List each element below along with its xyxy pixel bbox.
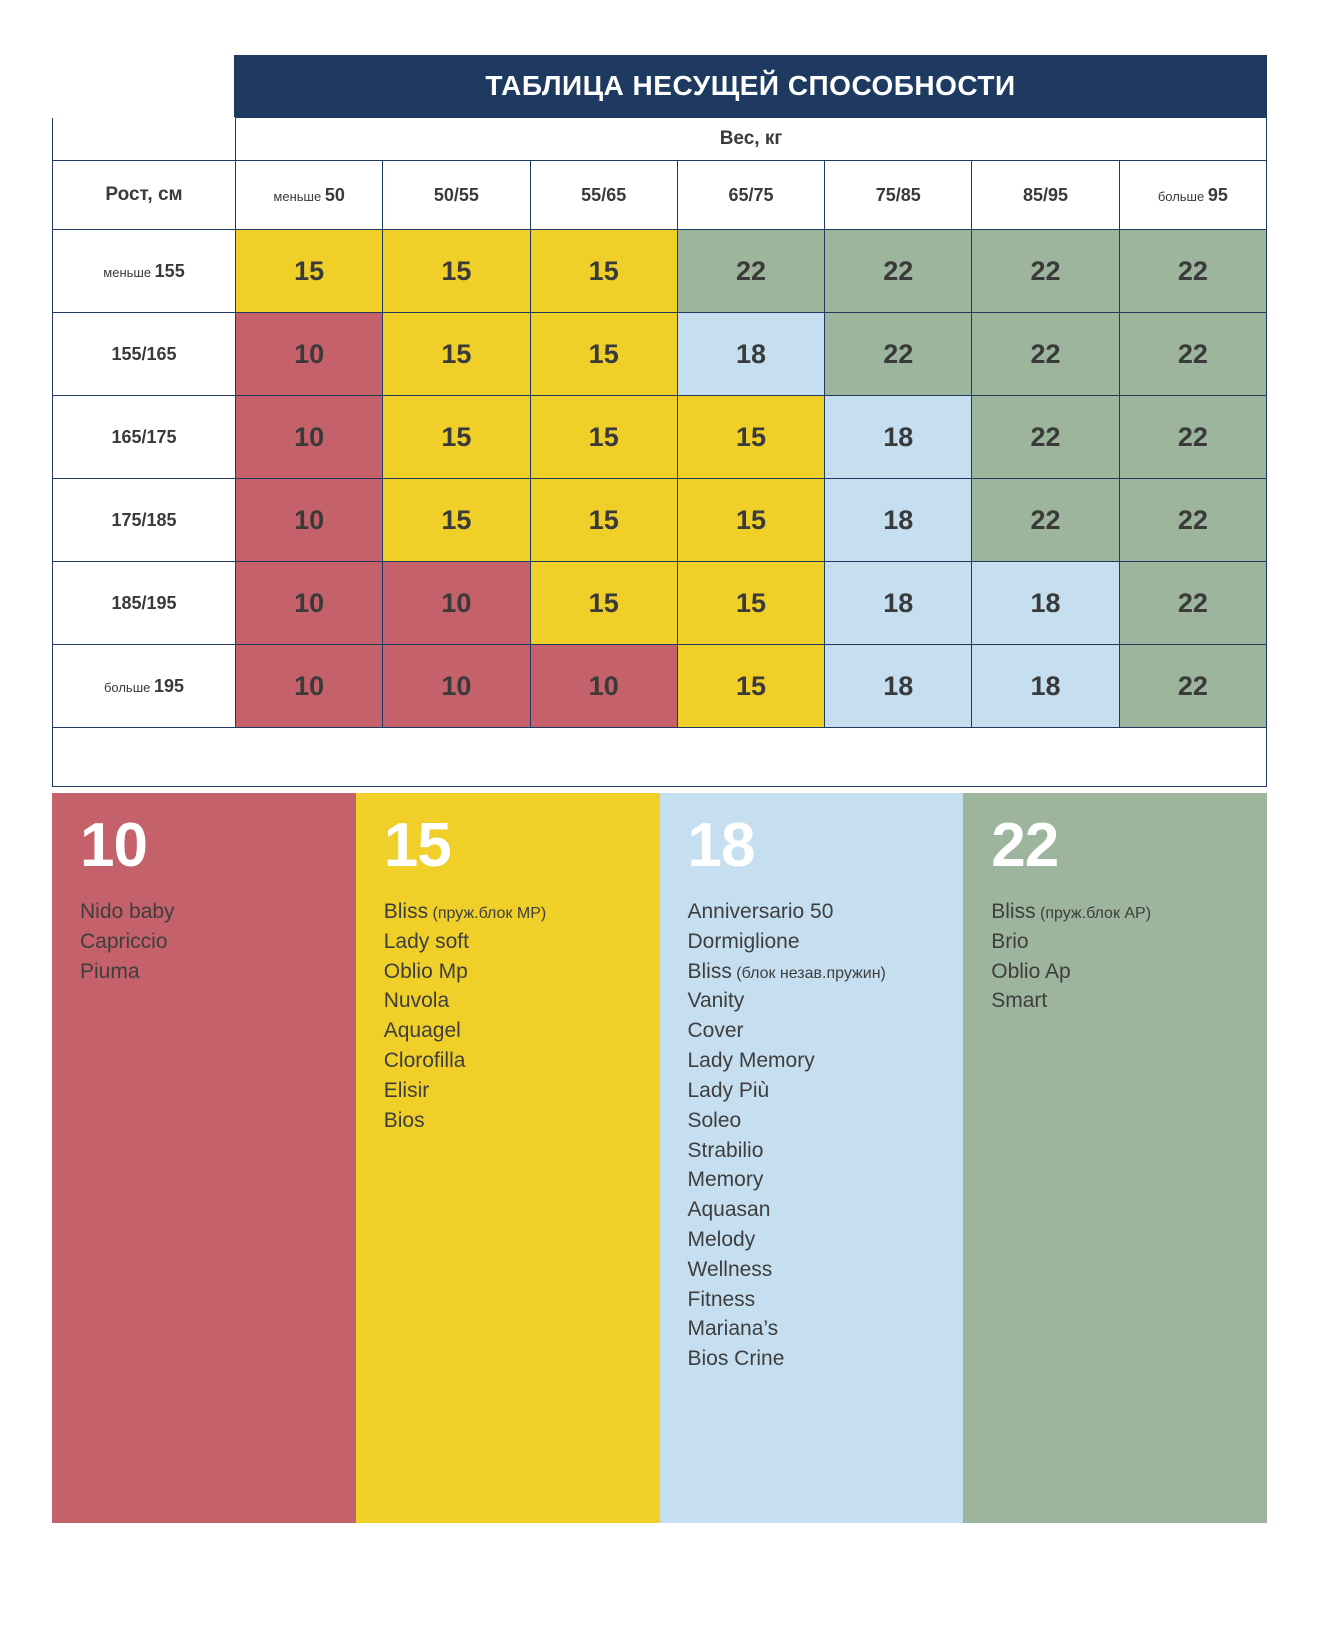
list-item: [688, 1285, 964, 1315]
list-item: [80, 957, 356, 987]
weight-axis-row: [53, 118, 1267, 161]
cell-5-1: 10: [383, 645, 530, 728]
list-item: [688, 1136, 964, 1166]
column-header-1-value: 50/55: [433, 184, 479, 205]
cell-3-2: 15: [530, 479, 677, 562]
list-item: [688, 1046, 964, 1076]
list-item: [991, 957, 1267, 987]
list-item: [688, 957, 964, 987]
cell-0-3: 22: [677, 230, 824, 313]
table-body: [53, 118, 1267, 787]
height-axis-label: Рост, см: [53, 161, 236, 230]
legend-group-15: [356, 793, 660, 1523]
cell-5-6: 22: [1119, 645, 1266, 728]
cell-5-5: 18: [972, 645, 1119, 728]
cell-4-3: 15: [677, 562, 824, 645]
cell-1-3: 18: [677, 313, 824, 396]
row-header-0-value: 155: [154, 260, 185, 281]
legend-item-name: Bliss: [383, 900, 429, 923]
cell-1-0: 10: [236, 313, 383, 396]
cell-2-6: 22: [1119, 396, 1266, 479]
cell-2-2: 15: [530, 396, 677, 479]
legend-group-22: [963, 793, 1267, 1523]
column-header-3: [677, 161, 824, 230]
legend-item-name: Oblio Ap: [991, 959, 1071, 983]
cell-4-5: 18: [972, 562, 1119, 645]
table-row: [53, 562, 1267, 645]
legend-item-name: Lady Più: [687, 1078, 770, 1102]
legend-item-note: (блок незав.пружин): [731, 964, 886, 982]
list-item: [384, 1076, 660, 1106]
legend-item-name: Lady soft: [383, 929, 469, 953]
column-header-3-value: 65/75: [728, 184, 774, 205]
column-header-4: [825, 161, 972, 230]
column-header-1: [383, 161, 530, 230]
cell-5-0: 10: [236, 645, 383, 728]
legend-item-name: Melody: [687, 1227, 756, 1251]
legend-item-name: Capriccio: [80, 929, 168, 953]
page-title: ТАБЛИЦА НЕСУЩЕЙ СПОСОБНОСТИ: [234, 55, 1267, 117]
legend-item-name: Bios Crine: [687, 1347, 785, 1371]
list-item: [688, 1195, 964, 1225]
cell-4-2: 15: [530, 562, 677, 645]
legend-item-name: Bios: [383, 1108, 425, 1132]
row-header-5-prefix: больше: [103, 679, 154, 695]
row-header-1: [53, 313, 236, 396]
legend-number-15: 15: [383, 811, 451, 880]
title-spacer: [52, 55, 234, 117]
list-item: [80, 897, 356, 927]
legend-item-name: Strabilio: [687, 1138, 764, 1162]
cell-4-4: 18: [825, 562, 972, 645]
load-capacity-sheet: [52, 55, 1267, 1523]
list-item: [688, 1106, 964, 1136]
legend-item-name: Cover: [687, 1019, 744, 1043]
cell-0-2: 15: [530, 230, 677, 313]
table-row: [53, 645, 1267, 728]
list-item: [688, 1314, 964, 1344]
cell-2-5: 22: [972, 396, 1119, 479]
corner-blank: [53, 118, 236, 161]
row-header-1-value: 155/165: [111, 343, 177, 364]
legend-item-name: Wellness: [687, 1257, 773, 1281]
legend-item-name: Aquagel: [383, 1019, 461, 1043]
cell-3-1: 15: [383, 479, 530, 562]
cell-0-5: 22: [972, 230, 1119, 313]
legend-number-22: 22: [991, 811, 1059, 880]
column-header-5-value: 85/95: [1023, 184, 1069, 205]
legend-item-name: Oblio Mp: [383, 959, 468, 983]
cell-5-2: 10: [530, 645, 677, 728]
cell-0-0: 15: [236, 230, 383, 313]
column-header-0-value: 50: [324, 184, 345, 205]
title-row: [52, 55, 1267, 117]
legend-item-name: Clorofilla: [383, 1049, 466, 1073]
list-item: [688, 1165, 964, 1195]
cell-1-6: 22: [1119, 313, 1266, 396]
cell-2-1: 15: [383, 396, 530, 479]
column-header-4-value: 75/85: [875, 184, 921, 205]
legend-item-name: Brio: [991, 929, 1029, 953]
column-header-6: [1119, 161, 1266, 230]
legend-item-name: Soleo: [687, 1108, 742, 1132]
legend-item-name: Nuvola: [383, 989, 450, 1013]
cell-3-3: 15: [677, 479, 824, 562]
list-item: [384, 1106, 660, 1136]
column-header-5: [972, 161, 1119, 230]
legend-item-name: Lady Memory: [687, 1049, 815, 1073]
list-item: [688, 1225, 964, 1255]
table-spacer-cell: [53, 728, 1267, 787]
column-header-0-prefix: меньше: [273, 188, 325, 204]
list-item: [384, 1016, 660, 1046]
cell-1-4: 22: [825, 313, 972, 396]
cell-3-6: 22: [1119, 479, 1266, 562]
cell-4-1: 10: [383, 562, 530, 645]
column-header-2: [530, 161, 677, 230]
cell-4-0: 10: [236, 562, 383, 645]
row-header-2-value: 165/175: [111, 426, 177, 447]
legend-item-name: Aquasan: [687, 1198, 771, 1222]
list-item: [991, 927, 1267, 957]
legend-item-name: Mariana’s: [687, 1317, 779, 1341]
column-header-2-value: 55/65: [581, 184, 627, 205]
legend-item-note: (пруж.блок AP): [1035, 905, 1152, 922]
legend: [52, 793, 1267, 1523]
column-header-6-value: 95: [1207, 184, 1228, 205]
cell-5-4: 18: [825, 645, 972, 728]
legend-item-name: Smart: [991, 989, 1048, 1013]
cell-3-5: 22: [972, 479, 1119, 562]
table-row: [53, 313, 1267, 396]
list-item: [688, 927, 964, 957]
cell-0-1: 15: [383, 230, 530, 313]
list-item: [688, 1016, 964, 1046]
cell-2-0: 10: [236, 396, 383, 479]
legend-item-note: (пруж.блок MP): [428, 905, 547, 922]
list-item: [384, 897, 660, 927]
list-item: [688, 1076, 964, 1106]
legend-items-10: [80, 897, 356, 986]
cell-5-3: 15: [677, 645, 824, 728]
cell-0-6: 22: [1119, 230, 1266, 313]
cell-3-0: 10: [236, 479, 383, 562]
list-item: [991, 986, 1267, 1016]
legend-items-15: [384, 897, 660, 1136]
legend-group-10: [52, 793, 356, 1523]
list-item: [688, 1255, 964, 1285]
legend-number-18: 18: [687, 811, 755, 880]
cell-1-5: 22: [972, 313, 1119, 396]
list-item: [688, 1344, 964, 1374]
legend-item-name: Vanity: [687, 989, 745, 1013]
legend-items-22: [991, 897, 1267, 1016]
row-header-0-prefix: меньше: [103, 264, 155, 280]
legend-number-10: 10: [80, 811, 147, 880]
legend-item-name: Anniversario 50: [687, 900, 834, 923]
cell-2-4: 18: [825, 396, 972, 479]
legend-item-name: Bliss: [991, 900, 1036, 923]
table-row: [53, 230, 1267, 313]
table-row: [53, 396, 1267, 479]
column-header-row: [53, 161, 1267, 230]
list-item: [688, 897, 964, 927]
list-item: [384, 957, 660, 987]
legend-items-18: [688, 897, 964, 1374]
row-header-5: [53, 645, 236, 728]
table-row: [53, 479, 1267, 562]
cell-0-4: 22: [825, 230, 972, 313]
list-item: [80, 927, 356, 957]
cell-1-1: 15: [383, 313, 530, 396]
list-item: [384, 986, 660, 1016]
row-header-5-value: 195: [153, 675, 185, 696]
legend-item-name: Fitness: [687, 1287, 756, 1311]
row-header-3: [53, 479, 236, 562]
table-spacer-row: [53, 728, 1267, 787]
legend-item-name: Dormiglione: [687, 929, 800, 953]
legend-item-name: Bliss: [687, 959, 732, 983]
column-header-0: [236, 161, 383, 230]
legend-item-name: Nido baby: [80, 900, 175, 923]
row-header-4: [53, 562, 236, 645]
cell-2-3: 15: [677, 396, 824, 479]
row-header-2: [53, 396, 236, 479]
weight-axis-label: Вес, кг: [236, 118, 1267, 161]
row-header-3-value: 175/185: [111, 509, 177, 530]
column-header-6-prefix: больше: [1157, 188, 1208, 204]
row-header-0: [53, 230, 236, 313]
list-item: [688, 986, 964, 1016]
row-header-4-value: 185/195: [111, 592, 177, 613]
legend-item-name: Memory: [687, 1168, 764, 1192]
cell-1-2: 15: [530, 313, 677, 396]
cell-3-4: 18: [825, 479, 972, 562]
cell-4-6: 22: [1119, 562, 1266, 645]
list-item: [384, 1046, 660, 1076]
list-item: [991, 897, 1267, 927]
legend-item-name: Piuma: [80, 959, 140, 983]
list-item: [384, 927, 660, 957]
legend-item-name: Elisir: [383, 1078, 430, 1102]
legend-group-18: [660, 793, 964, 1523]
load-capacity-table: [52, 117, 1267, 787]
